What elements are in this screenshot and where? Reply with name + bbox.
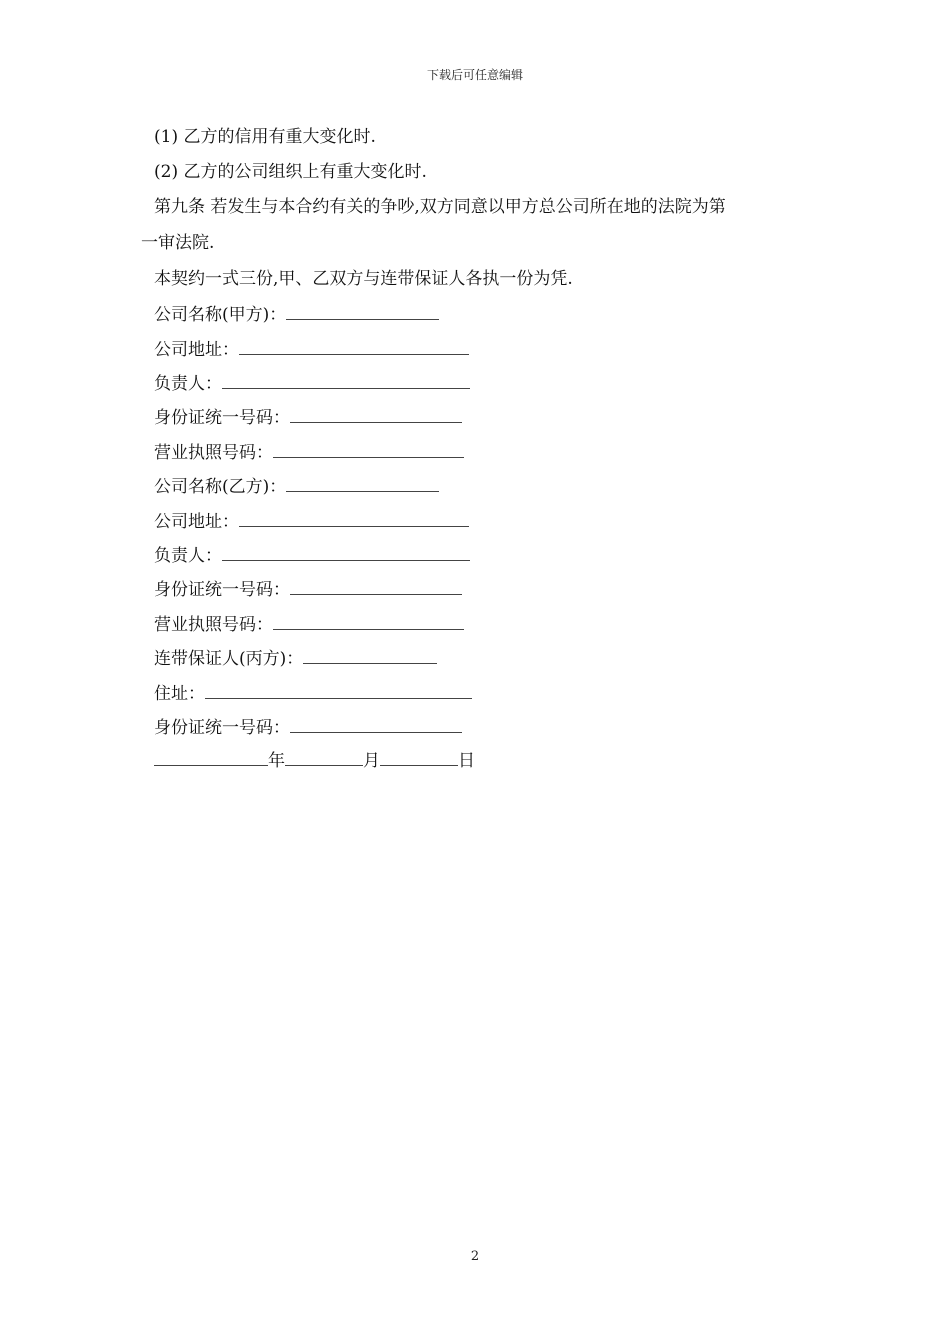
party-a-id-label: 身份证统一号码： <box>154 408 290 428</box>
day-label: 日 <box>458 751 475 771</box>
month-label: 月 <box>363 751 380 771</box>
party-a-id-blank <box>290 405 462 423</box>
party-a-name-label: 公司名称(甲方)： <box>154 305 287 325</box>
year-blank <box>154 748 268 766</box>
guarantor-name-row <box>154 646 437 670</box>
year-label: 年 <box>268 751 285 771</box>
party-a-license-row <box>154 440 464 464</box>
page-number: 2 <box>470 1249 480 1264</box>
party-b-id-row <box>154 577 462 601</box>
party-a-license-label: 营业执照号码： <box>154 443 273 463</box>
party-a-person-blank <box>222 371 470 389</box>
party-a-name-row <box>154 302 439 326</box>
guarantor-address-label: 住址： <box>154 684 205 704</box>
day-blank <box>380 748 458 766</box>
date-row <box>154 748 475 772</box>
guarantor-name-label: 连带保证人(丙方)： <box>154 649 304 669</box>
party-a-address-label: 公司地址： <box>154 340 239 360</box>
party-a-id-row <box>154 405 462 429</box>
party-a-person-label: 负责人： <box>154 374 222 394</box>
party-b-name-blank <box>286 474 439 492</box>
guarantor-id-row <box>154 715 462 739</box>
party-b-name-row <box>154 474 439 498</box>
party-b-address-row <box>154 509 469 533</box>
party-b-name-label: 公司名称(乙方)： <box>154 477 287 497</box>
article-9-line-2: 一审法院. <box>141 233 215 253</box>
guarantor-name-blank <box>303 646 437 664</box>
party-b-person-label: 负责人： <box>154 546 222 566</box>
party-a-license-blank <box>273 440 464 458</box>
guarantor-address-row <box>154 681 472 705</box>
party-b-license-label: 营业执照号码： <box>154 615 273 635</box>
party-b-person-row <box>154 543 470 567</box>
copies-clause: 本契约一式三份,甲、乙双方与连带保证人各执一份为凭. <box>154 269 573 289</box>
page-header: 下载后可任意编辑 <box>426 68 523 82</box>
party-b-license-row <box>154 612 464 636</box>
month-blank <box>285 748 363 766</box>
party-b-person-blank <box>222 543 470 561</box>
guarantor-address-blank <box>205 681 472 699</box>
party-a-address-blank <box>239 337 469 355</box>
clause-item-1: (1) 乙方的信用有重大变化时. <box>154 127 376 147</box>
clause-item-2: (2) 乙方的公司组织上有重大变化时. <box>154 162 427 182</box>
party-b-id-label: 身份证统一号码： <box>154 580 290 600</box>
guarantor-id-blank <box>290 715 462 733</box>
party-a-person-row <box>154 371 470 395</box>
party-b-license-blank <box>273 612 464 630</box>
party-b-address-blank <box>239 509 469 527</box>
party-b-id-blank <box>290 577 462 595</box>
party-b-address-label: 公司地址： <box>154 512 239 532</box>
party-a-address-row <box>154 337 469 361</box>
article-9-line-1: 第九条 若发生与本合约有关的争吵,双方同意以甲方总公司所在地的法院为第 <box>154 197 726 217</box>
party-a-name-blank <box>286 302 439 320</box>
guarantor-id-label: 身份证统一号码： <box>154 718 290 738</box>
